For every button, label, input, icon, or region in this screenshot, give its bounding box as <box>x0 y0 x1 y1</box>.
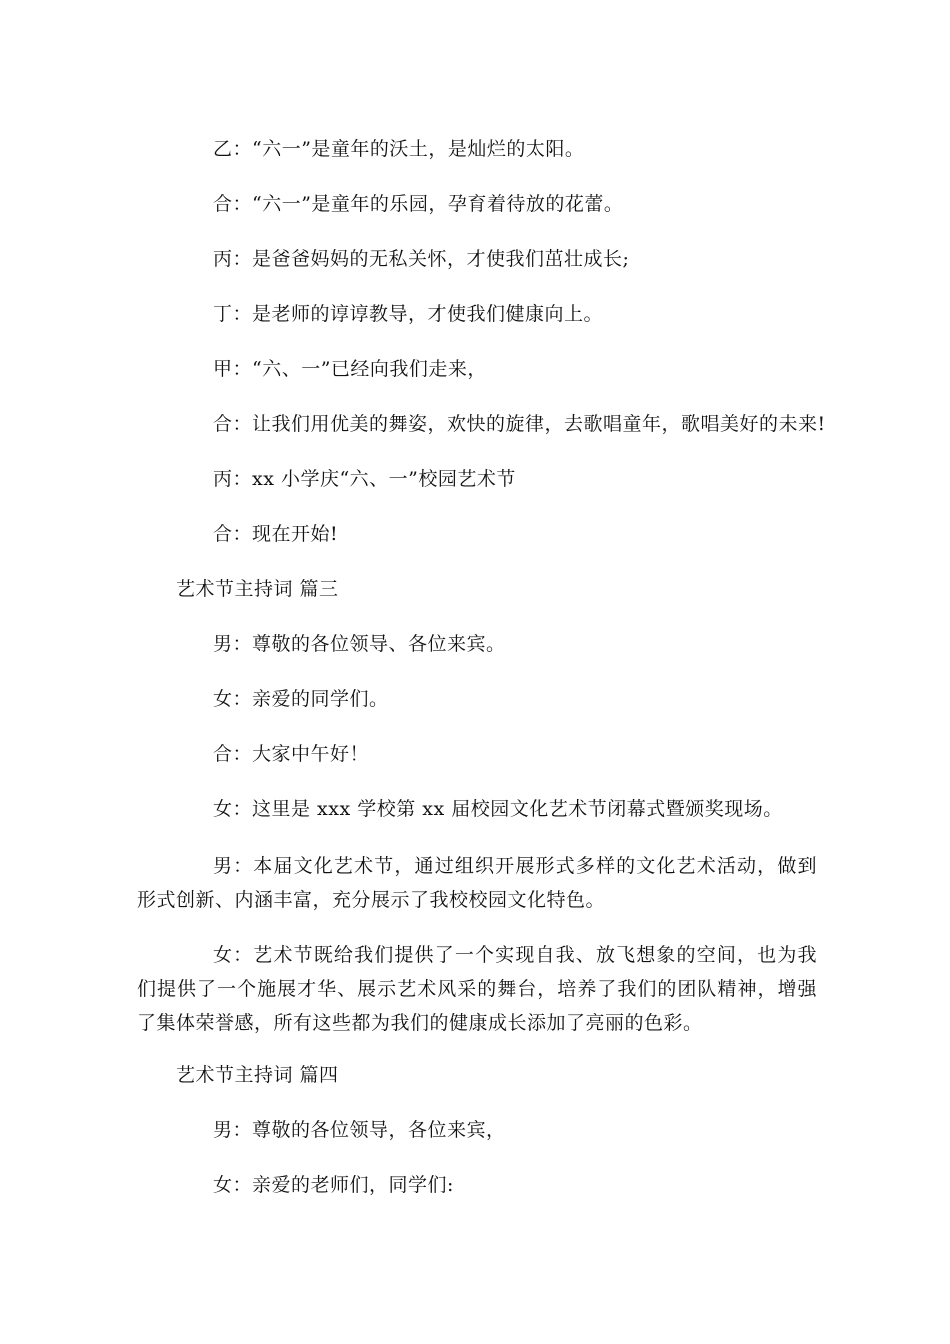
dialogue-paragraph: 女：艺术节既给我们提供了一个实现自我、放飞想象的空间，也为我们提供了一个施展才华、展示艺术风采的舞台，培养了我们的团队精神，增强了集体荣誉感，所有这些都为我们的健康成长添加了亮丽的色彩。 <box>137 944 817 1034</box>
section-heading-4: 艺术节主持词 篇四 <box>176 1064 339 1086</box>
dialogue-line: 男：尊敬的各位领导、各位来宾。 <box>213 633 506 655</box>
dialogue-line: 女：亲爱的同学们。 <box>213 688 389 710</box>
dialogue-line: 合：大家中午好！ <box>213 743 370 765</box>
dialogue-line: 丙：xx 小学庆“六、一”校园艺术节 <box>213 468 516 490</box>
dialogue-line: 丙：是爸爸妈妈的无私关怀，才使我们茁壮成长; <box>213 248 630 270</box>
dialogue-line: 甲：“六、一”已经向我们走来， <box>213 358 487 380</box>
dialogue-paragraph: 男：本届文化艺术节，通过组织开展形式多样的文化艺术活动，做到形式创新、内涵丰富，充分展示了我校校园文化特色。 <box>137 855 817 911</box>
dialogue-line: 男：尊敬的各位领导，各位来宾， <box>213 1119 506 1141</box>
dialogue-line: 女：亲爱的老师们，同学们: <box>213 1174 454 1196</box>
dialogue-line: 女：这里是 xxx 学校第 xx 届校园文化艺术节闭幕式暨颁奖现场。 <box>213 798 783 820</box>
section-heading-3: 艺术节主持词 篇三 <box>176 578 339 600</box>
dialogue-line: 合：现在开始! <box>213 523 339 545</box>
dialogue-line: 合：让我们用优美的舞姿，欢快的旋律，去歌唱童年，歌唱美好的未来! <box>213 413 826 435</box>
dialogue-line: 丁：是老师的谆谆教导，才使我们健康向上。 <box>213 303 604 325</box>
dialogue-line: 合：“六一”是童年的乐园，孕育着待放的花蕾。 <box>213 193 624 215</box>
dialogue-line: 乙：“六一”是童年的沃土，是灿烂的太阳。 <box>213 138 585 160</box>
